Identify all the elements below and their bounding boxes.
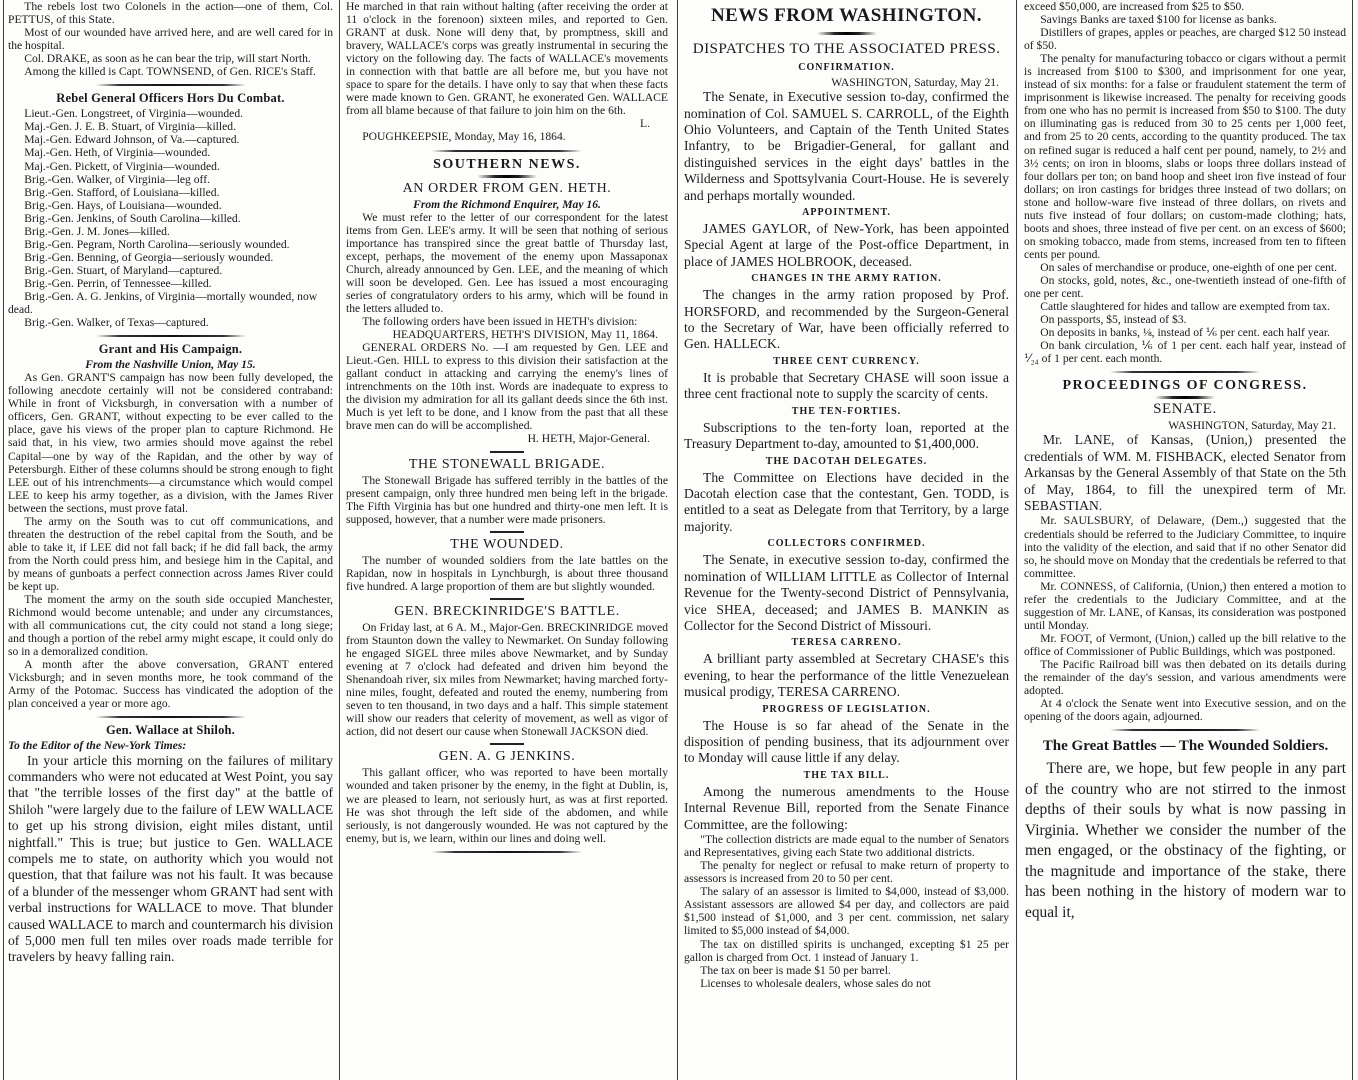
list-item: Maj.-Gen. Heth, of Virginia—wounded. [24, 146, 211, 160]
section-heading: CHANGES IN THE ARMY RATION. [751, 273, 942, 285]
section-divider [490, 531, 524, 533]
paragraph: The army on the South was to cut off communications, and threaten the destruction of the rebel capital from the South, and be able to take it, if LEE did not fall back; if he did fall back, the army from the North could press him, and besiege him in the Capital, and by means of gunboats a perfect connection across James River could be kept up. [8, 514, 333, 593]
section-divider [490, 451, 524, 453]
paragraph: Among the numerous amendments to the House Internal Revenue Bill, reported from the Senate Finance Committee, are the following: [684, 783, 1009, 832]
paragraph: Mr. CONNESS, of California, (Union,) then entered a motion to refer the credentials to the Judiciary Committee, and at the suggestion of Mr. LANE, of Kansas, its consideration was postponed until Monday. [1024, 579, 1346, 632]
list-item: Brig.-Gen. Stafford, of Louisiana—killed. [24, 185, 220, 199]
paragraph: Mr. LANE, of Kansas, (Union,) presented the credentials of WM. M. FISHBACK, elected Senator from Arkansas by the General Assembly of that State on the 5th of May, 1864, to fill the unexpired term of Mr. SEBASTIAN. [1024, 432, 1346, 514]
list-item: Lieut.-Gen. Longstreet, of Virginia—wounded. [24, 107, 244, 121]
dateline: WASHINGTON, Saturday, May 21. [1168, 419, 1336, 433]
column-rule [1016, 0, 1017, 1080]
paragraph: Subscriptions to the ten-forty loan, reported at the Treasury Department to-day, amounted to $1,400,000. [684, 419, 1009, 452]
paragraph: He marched in that rain without halting (after receiving the order at 11 o'clock in the forenoon) sixteen miles, and reported to Gen. GRANT at dusk. None will deny that, by promptness, skill and bravery, WALLACE's corps was greatly instrumental in securing the victory on the following day. The facts of WALLACE's movements in connection with that battle are all before me, but you have not space to spare for the details. I have only to say that when these facts were made known to Gen. GRANT, he exonerated Gen. WALLACE from all blame because of that failure to join him on the 6th. [346, 0, 668, 118]
paragraph: The Stonewall Brigade has suffered terribly in the battles of the present campaign, only three hundred men being left in the brigade. The Fifth Virginia has but one hundred and thirty-one men left. It is supposed, however, that a number were made prisoners. [346, 473, 668, 526]
washington-heading: NEWS FROM WASHINGTON. [710, 5, 983, 26]
column-1 [8, 0, 333, 1080]
breckinridge-heading: GEN. BRECKINRIDGE'S BATTLE. [394, 603, 620, 619]
list-item: Maj.-Gen. Edward Johnson, of Va.—captured. [24, 133, 240, 147]
list-item: Brig.-Gen. Benning, of Georgia—seriously wounded. [24, 250, 274, 264]
section-heading: THREE CENT CURRENCY. [773, 355, 920, 367]
section-divider [96, 84, 246, 86]
column-rule [339, 0, 340, 1080]
tax-item: Cattle slaughtered for hides and tallow are exempted from tax. [1040, 300, 1330, 314]
paragraph: A brilliant party assembled at Secretary CHASE's this evening, to hear the performance of the little Venezuelean musical prodigy, TERESA CARRENO. [684, 651, 1009, 700]
column-2 [346, 0, 668, 1080]
column-rule [3, 0, 4, 1080]
grant-heading: Grant and His Campaign. [98, 342, 243, 357]
list-item: Brig.-Gen. J. M. Jones—killed. [24, 224, 170, 238]
paragraph: Mr. SAULSBURY, of Delaware, (Dem.,) suggested that the credentials should be referred to the Judiciary Committee, to inquire into the validity of the election, and said that if no other Senator did so, he should move on Monday that the credentials be referred to that committee. [1024, 514, 1346, 580]
list-item: Maj.-Gen. J. E. B. Stuart, of Virginia—killed. [24, 120, 236, 134]
section-divider [1110, 371, 1260, 373]
officers-list [8, 107, 333, 329]
congress-heading: PROCEEDINGS OF CONGRESS. [1062, 378, 1308, 394]
section-heading: COLLECTORS CONFIRMED. [767, 538, 926, 550]
paragraph: It is probable that Secretary CHASE will soon issue a three cent fractional note to supply the scarcity of cents. [684, 369, 1009, 402]
dateline: WASHINGTON, Saturday, May 21. [831, 76, 999, 90]
tax-item: Distillers of grapes, apples or peaches, are charged $12 50 instead of $50. [1024, 26, 1346, 53]
tax-item: The tax on distilled spirits is unchanged, excepting $1 25 per gallon is charged from Oct. 1 instead of January 1. [684, 937, 1009, 964]
list-item: Brig.-Gen. Perrin, of Tennessee—killed. [24, 276, 212, 290]
officers-heading: Rebel General Officers Hors Du Combat. [56, 91, 285, 106]
section-divider [1110, 729, 1260, 731]
paragraph: A month after the above conversation, GRANT entered Vicksburgh; and in seven months more, he took command of the Army of the Potomac. Success has vindicated the adoption of the plan conceived a year or more ago. [8, 658, 333, 711]
section-heading: THE DACOTAH DELEGATES. [765, 455, 928, 467]
paragraph: GENERAL ORDERS No. —I am requested by Gen. LEE and Lieut.-Gen. HILL to express to this division their satisfaction at the gallant conduct in attacking and carrying the enemy's lines of intrenchments on the 10th inst. Words are inadequate to express to the division my admiration for all its gallant deeds since the 6th inst. Much is yet left to be done, and I know from the past that all these brave men can do will be accomplished. [346, 341, 668, 433]
section-heading: PROGRESS OF LEGISLATION. [762, 703, 931, 715]
tax-item: Savings Banks are taxed $100 for license as banks. [1040, 13, 1277, 27]
paragraph: Col. DRAKE, as soon as he can bear the trip, will start North. [24, 52, 311, 66]
great-battles-article [1024, 737, 1346, 923]
tax-item: The penalty for manufacturing tobacco or cigars without a permit is increased from $100 to $300, and imprisonment for one year, instead of six months: for a false or fraudulent statement the term of imprisonment is likewise increased. The penalty for receiving goods from one who has no permit is increased from $50 to $100. The duty on illuminating gas is reduced from 30 to 25 cents per 1,000 feet, and from 25 to 20 cents, according to the quantity produced. The tax on refined sugar is reduced a half cent per pound, namely, to 2½ and 3½ cents; on iron in blooms, slabs or loops three dollars instead of four dollars per ton; on band hoop and sheet iron five instead of four dollars; on iron castings for bridges three instead of two dollars; on stone and hollow-ware five instead of three dollars, on rivets and nuts five instead of four dollars; on custom-made clothing; hats, boots and shoes, three instead of five per cent. on an excess of $600; on smoking tobacco, made from stems, increased from ten to fifteen cents per pound. [1024, 52, 1346, 261]
list-item: Brig.-Gen. Jenkins, of South Carolina—killed. [24, 211, 241, 225]
section-divider [490, 598, 524, 600]
paragraph: The number of wounded soldiers from the late battles on the Rapidan, now in hospitals in Lynchburgh, is about three thousand five hundred. A large proportion of them are but slightly wounded. [346, 553, 668, 593]
paragraph: In your article this morning on the failures of military commanders who were not educated at West Point, you say that "the terrible losses of the first day" at the battle of Shiloh "were largely due to the failure of LEW WALLACE to get up his strong division, eight miles distant, until nightfall." This is true; but justice to Gen. WALLACE compels me to state, on authority which you would not question, that that failure was not his fault. It was because of a blunder of the messenger whom GRANT had sent with verbal instructions for WALLACE to move. That blunder caused WALLACE to march and countermarch his division of 5,000 men full ten miles over roads made terrible for travelers by heavy falling rain. [8, 752, 333, 965]
heth-source: From the Richmond Enquirer, May 16. [413, 197, 601, 211]
tax-item: Licenses to wholesale dealers, whose sales do not [700, 976, 931, 990]
section-divider [96, 716, 246, 718]
paragraph: There are, we hope, but few people in any part of the country who are not stirred to the inmost depths of their souls by what is now passing in Virginia. Whether we consider the number of the men engaged, or the obstinacy of the fighting, or the magnitude and importance of the stake, there has been nothing in the history of modern war to equal it, [1025, 760, 1346, 921]
section-divider [490, 743, 524, 745]
list-item: Brig.-Gen. Stuart, of Maryland—captured. [24, 263, 223, 277]
paragraph: The Senate, in Executive session to-day, confirmed the nomination of Col. SAMUEL S. CARROLL, of the Eighth Ohio Volunteers, and Captain of the Tenth United States Infantry, to be Brigadier-General, for gallant and distinguished services in the eight days' battles in the Wilderness and Spottsylvania Court-House. He is severely and perhaps mortally wounded. [684, 89, 1009, 203]
paragraph: The following orders have been issued in HETH's division: [362, 315, 638, 329]
column-rule [1352, 0, 1353, 1080]
dispatches-subheading: DISPATCHES TO THE ASSOCIATED PRESS. [692, 40, 1001, 57]
column-3 [684, 0, 1009, 1080]
southern-news-heading: SOUTHERN NEWS. [433, 156, 581, 172]
section-divider [432, 851, 582, 853]
tax-item: On passports, $5, instead of $3. [1040, 313, 1187, 327]
tax-item: exceed $50,000, are increased from $25 to $50. [1024, 0, 1245, 13]
wallace-salutation: To the Editor of the New-York Times: [8, 739, 187, 753]
paragraph: JAMES GAYLOR, of New-York, has been appointed Special Agent at large of the Post-office Department, in place of JAMES HOLBROOK, deceased. [684, 220, 1009, 269]
tax-item: The penalty for neglect or refusal to make return of property to assessors is increased from 20 to 50 per cent. [684, 859, 1009, 886]
paragraph: We must refer to the letter of our correspondent for the latest items from Gen. LEE's army. It will be seen that nothing of serious importance has transpired since the great battle of Thursday last, except, perhaps, the movement of the enemy upon Massaponax Church, already announced by Gen. LEE, and the meaning of which will soon be developed. Gen. Lee has issued a most encouraging series of congratulatory orders to his army, which will be found in the letters alluded to. [346, 210, 668, 315]
tax-item: On sales of merchandise or produce, one-eighth of one per cent. [1040, 260, 1338, 274]
stonewall-heading: THE STONEWALL BRIGADE. [408, 456, 606, 472]
paragraph: The changes in the army ration proposed by Prof. HORSFORD, and recommended by the Surgeon-General to the Secretary of War, have been officially referred to Gen. HALLECK. [684, 287, 1009, 352]
section-divider [96, 335, 246, 337]
paragraph: The rebels lost two Colonels in the action—one of them, Col. PETTUS, of this State. [8, 0, 333, 27]
paragraph: Most of our wounded have arrived here, and are well cared for in the hospital. [8, 26, 333, 53]
tax-item: On deposits in banks, ⅛, instead of ⅙ per cent. each half year. [1040, 326, 1330, 340]
tax-item: The salary of an assessor is limited to $4,000, instead of $3,000. Assistant assessors are allowed $4 per day, and collectors are paid $1,500 instead of $1,000, and 3 per cent. commission, net salary limited to $5,000 instead of $4,000. [684, 885, 1009, 938]
tax-bill-heading: THE TAX BILL. [803, 769, 890, 781]
ornament-divider [817, 32, 877, 35]
list-item: Brig.-Gen. Walker, of Virginia—leg off. [24, 172, 210, 186]
great-battles-heading: The Great Battles — The Wounded Soldiers. [1042, 738, 1329, 755]
list-item: Brig.-Gen. Walker, of Texas—captured. [24, 316, 209, 330]
jenkins-heading: GEN. A. G JENKINS. [438, 749, 576, 765]
paragraph: At 4 o'clock the Senate went into Executive session, and on the opening of the doors again, adjourned. [1024, 697, 1346, 724]
senate-heading: SENATE. [1153, 401, 1217, 418]
section-heading: CONFIRMATION. [798, 62, 895, 73]
ornament-divider [1155, 396, 1215, 399]
column-rule [677, 0, 678, 1080]
tax-item: "The collection districts are made equal to the number of Senators and Representatives, giving each State two additional districts. [684, 833, 1009, 860]
tax-item: The tax on beer is made $1 50 per barrel. [700, 963, 891, 977]
wounded-heading: THE WOUNDED. [450, 536, 564, 552]
paragraph: On Friday last, at 6 A. M., Major-Gen. BRECKINRIDGE moved from Staunton down the valley to Newmarket. On Sunday following he engaged SIGEL three miles above Newmarket, and by Sunday evening at 7 o'clock had defeated and driven him beyond the Shenandoah river, six miles from Newmarket; having marched forty-nine miles, fought, defeated and routed the enemy, numbering from seven to ten thousand, in two days and a half. This simple statement will show our readers that celerity of movement, as well as vigor of action, did not desert our cause when Stonewall JACKSON died. [346, 620, 668, 739]
paragraph: The moment the army on the south side occupied Manchester, Richmond would become untenable; and under any circumstances, with all communications cut, the city could not stand a long siege; and though a portion of the rebel army might escape, it could only do so in a demoralized condition. [8, 593, 333, 659]
list-item: Brig.-Gen. A. G. Jenkins, of Virginia—mortally wounded, now dead. [8, 289, 318, 317]
column-4 [1024, 0, 1346, 1080]
tax-item: On bank circulation, ⅙ of 1 per cent. each half year, instead of ⅟₂₄ of 1 per cent. each month. [1024, 339, 1346, 366]
paragraph: The Senate, in executive session to-day, confirmed the nomination of WILLIAM LITTLE as Collector of Internal Revenue for the Twenty-second District of Pennsylvania, vice SHEA, deceased; and JAMES B. MANKIN as Collector for the Second District of Missouri. [684, 552, 1009, 633]
paragraph: The House is so far ahead of the Senate in the disposition of pending business, that its adjournment over to Monday will cause little if any delay. [684, 717, 1009, 766]
list-item: Brig.-Gen. Hays, of Louisiana—wounded. [24, 198, 222, 212]
paragraph: As Gen. GRANT'S campaign has now been fully developed, the following anecdote certainly will not be considered contraband: While in front of Vicksburgh, in conversation with a number of officers, Gen. GRANT, without expecting to be ever called to the place, gave his views of the proper plan to capture Richmond. He said that, in his view, two armies should move against the rebel Capital—one by way of the Rapidan, and the other by way of Petersburgh. Either of these columns should be strong enough to fight LEE out of his intrenchments—a circumstance which would compel LEE to keep his army together, as a division, with the James River between the sections, must prove fatal. [8, 371, 333, 515]
wallace-heading: Gen. Wallace at Shiloh. [105, 723, 236, 738]
list-item: Brig.-Gen. Pegram, North Carolina—seriously wounded. [24, 237, 290, 251]
signature: L. [640, 117, 650, 131]
section-heading: APPOINTMENT. [802, 206, 891, 218]
paragraph: The Pacific Railroad bill was then debated on its details during the remainder of the day's session, and various amendments were adopted. [1024, 658, 1346, 698]
dateline: POUGHKEEPSIE, Monday, May 16, 1864. [362, 130, 566, 144]
list-item: Maj.-Gen. Pickett, of Virginia—wounded. [24, 159, 220, 173]
section-heading: TERESA CARRENO. [791, 637, 902, 649]
grant-source: From the Nashville Union, May 15. [85, 358, 256, 372]
signature: H. HETH, Major-General. [527, 432, 650, 446]
paragraph: This gallant officer, who was reported to have been mortally wounded and taken prisoner by the enemy, in the fight at Dublin, is, we are pleased to learn, not seriously hurt, as was at first reported. He was shot through the left side of the abdomen, and while seriously, is not dangerously wounded. He was not captured by the enemy, but is, we learn, within our lines and doing well. [346, 766, 668, 845]
heth-heading: AN ORDER FROM GEN. HETH. [402, 180, 612, 196]
paragraph: The Committee on Elections have decided in the Dacotah election case that the contestant, Gen. TODD, is entitled to a seat as Delegate from that Territory, by a large majority. [684, 469, 1009, 534]
ornament-divider [477, 175, 537, 178]
headquarters-line: HEADQUARTERS, HETH'S DIVISION, May 11, 1864. [392, 328, 658, 342]
paragraph: Among the killed is Capt. TOWNSEND, of Gen. RICE's Staff. [24, 65, 316, 79]
tax-item: On stocks, gold, notes, &c., one-twentieth instead of one-fifth of one per cent. [1024, 273, 1346, 301]
paragraph: Mr. FOOT, of Vermont, (Union,) called up the bill relative to the office of Commissioner of Public Buildings, which was postponed. [1024, 631, 1346, 658]
section-divider [432, 150, 582, 152]
section-heading: THE TEN-FORTIES. [791, 405, 902, 417]
